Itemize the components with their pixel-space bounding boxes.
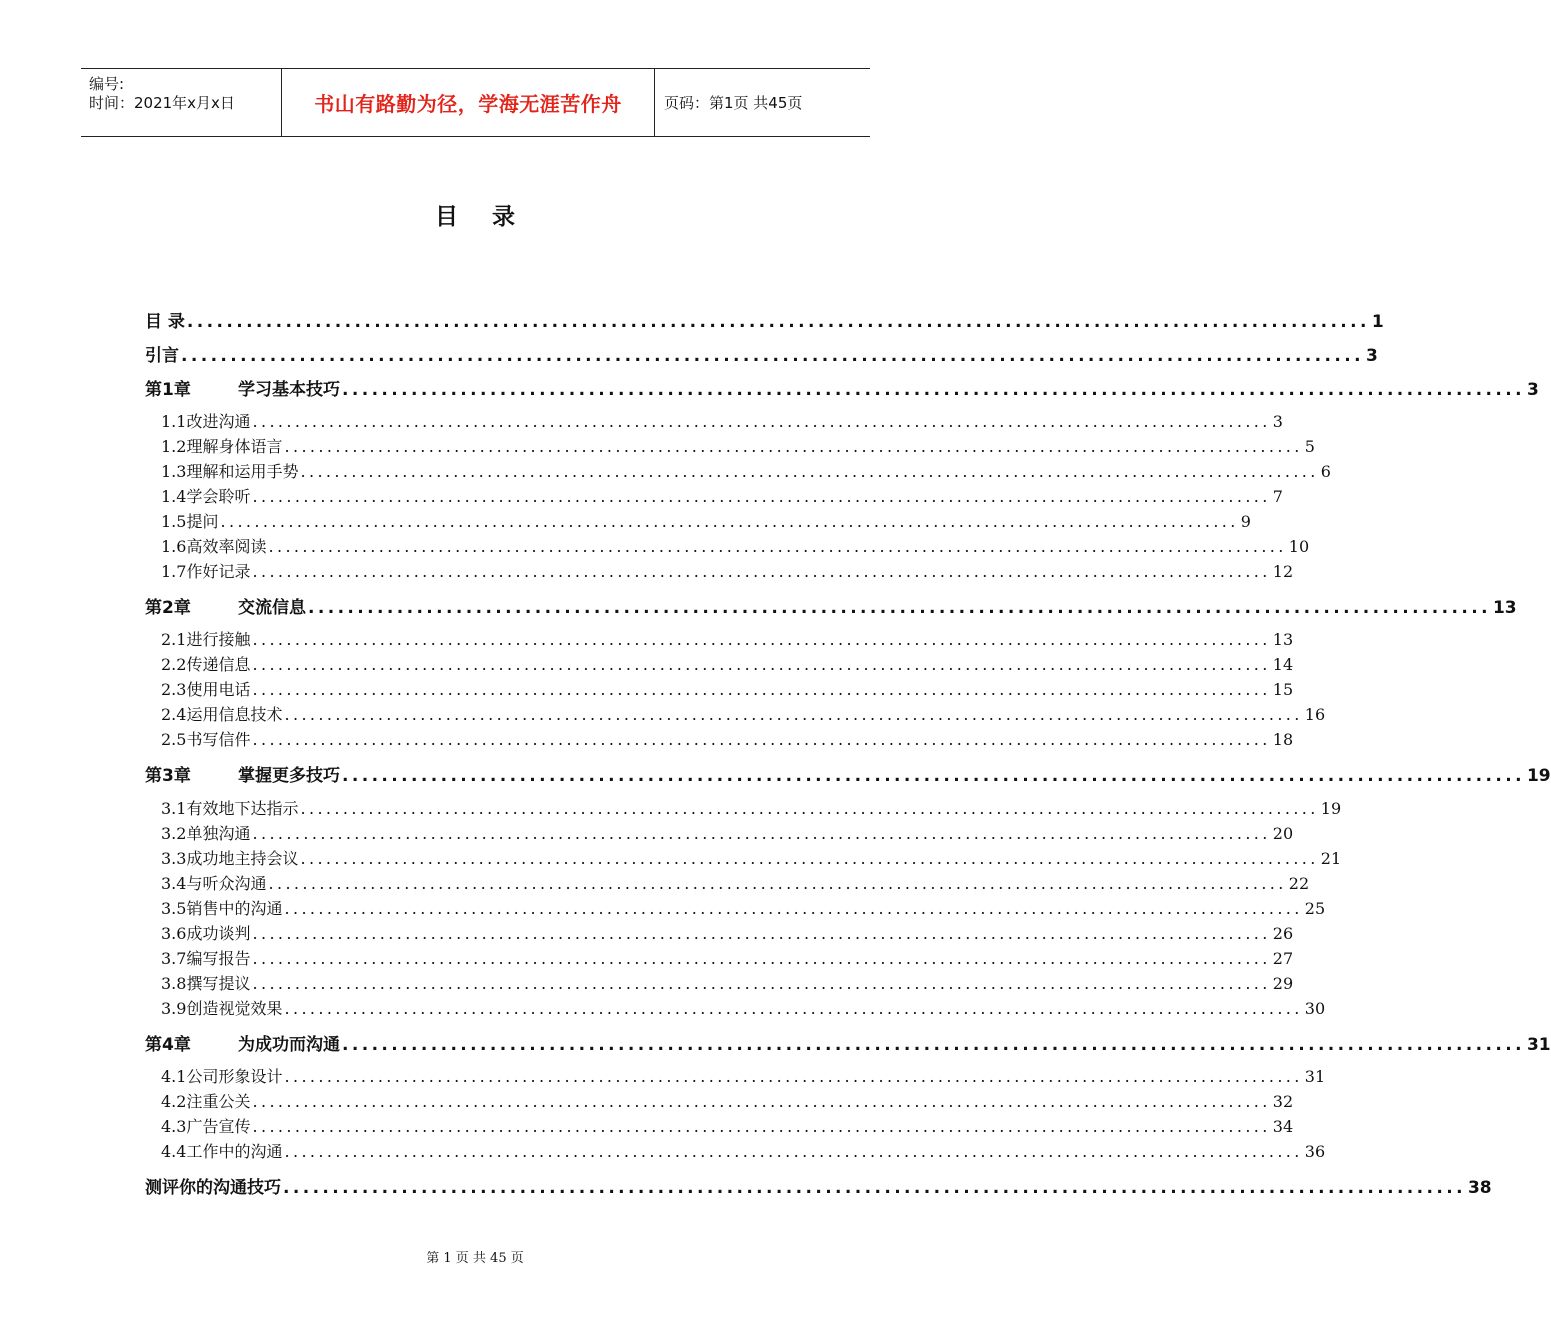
toc-entry-label: 学会聆听	[186, 487, 251, 506]
toc-entry-label: 注重公关	[186, 1092, 251, 1111]
toc-page-number: 26	[1272, 924, 1294, 943]
toc-entry-label: 高效率阅读	[186, 537, 267, 556]
toc-entry-label: 测评你的沟通技巧	[145, 1178, 281, 1198]
toc-section-entry[interactable]	[161, 434, 1315, 457]
toc-section-entry[interactable]	[161, 896, 1326, 919]
toc-dot-leader: ........................................................................................................................	[342, 766, 1525, 786]
toc-entry-number: 2.5	[161, 730, 187, 749]
toc-dot-leader: ........................................................................................................................	[300, 462, 1319, 481]
toc-section-entry[interactable]	[161, 677, 1294, 700]
toc-entry-number: 4.2	[161, 1092, 187, 1111]
toc-entry-label: 掌握更多技巧	[238, 766, 340, 786]
toc-section-entry[interactable]	[161, 971, 1294, 994]
toc-entry-label: 提问	[186, 512, 219, 531]
toc-section-entry[interactable]	[161, 1089, 1294, 1112]
toc-entry-number: 1.5	[161, 512, 187, 531]
toc-entry-number: 3.9	[161, 999, 187, 1018]
toc-page-number: 18	[1272, 730, 1294, 749]
toc-entry-number: 4.4	[161, 1142, 187, 1161]
toc-dot-leader: ........................................................................................................................	[252, 680, 1271, 699]
toc-entry-number: 3.2	[161, 824, 187, 843]
toc-page-number: 20	[1272, 824, 1294, 843]
toc-entry-label: 作好记录	[186, 562, 251, 581]
motto: 书山有路勤为径，学海无涯苦作舟	[314, 92, 622, 116]
toc-dot-leader: ........................................................................................................................	[252, 1117, 1271, 1136]
toc-dot-leader: ........................................................................................................................	[252, 630, 1271, 649]
toc-dot-leader: ........................................................................................................................	[252, 949, 1271, 968]
toc-entry-number: 3.8	[161, 974, 187, 993]
toc-entry-label: 引言	[145, 346, 179, 366]
toc-dot-leader: ........................................................................................................................	[284, 1067, 1303, 1086]
toc-entry-label: 传递信息	[186, 655, 251, 674]
toc-page-number: 1	[1371, 312, 1384, 332]
toc-chapter-entry[interactable]	[145, 307, 1384, 332]
toc-entry-number: 2.1	[161, 630, 187, 649]
toc-dot-leader: ........................................................................................................................	[252, 562, 1271, 581]
toc-entry-number: 第1章	[145, 380, 191, 400]
toc-section-entry[interactable]	[161, 921, 1294, 944]
toc-entry-number: 3.4	[161, 874, 187, 893]
toc-dot-leader: ........................................................................................................................	[252, 974, 1271, 993]
toc-entry-number: 4.3	[161, 1117, 187, 1136]
toc-page-number: 19	[1320, 799, 1342, 818]
toc-dot-leader: ........................................................................................................................	[252, 487, 1271, 506]
toc-entry-label: 交流信息	[238, 598, 306, 618]
toc-entry-number: 3.1	[161, 799, 187, 818]
toc-page-number: 3	[1272, 412, 1283, 431]
toc-entry-number: 第2章	[145, 598, 191, 618]
toc-page-number: 10	[1288, 537, 1310, 556]
toc-entry-label: 运用信息技术	[186, 705, 283, 724]
toc-page-number: 29	[1272, 974, 1294, 993]
toc-entry-label: 广告宣传	[186, 1117, 251, 1136]
toc-entry-label: 销售中的沟通	[186, 899, 283, 918]
toc-entry-number: 第3章	[145, 766, 191, 786]
toc-page-number: 3	[1365, 346, 1378, 366]
toc-page-number: 31	[1526, 1035, 1551, 1055]
toc-dot-leader: ........................................................................................................................	[300, 849, 1319, 868]
toc-dot-leader: ........................................................................................................................	[268, 874, 1287, 893]
toc-page-number: 14	[1272, 655, 1294, 674]
toc-section-entry[interactable]	[161, 559, 1294, 582]
toc-section-entry[interactable]	[161, 459, 1331, 482]
toc-dot-leader: ........................................................................................................................	[284, 899, 1303, 918]
toc-page-number: 32	[1272, 1092, 1294, 1111]
toc-page-number: 31	[1304, 1067, 1326, 1086]
toc-entry-number: 1.6	[161, 537, 187, 556]
toc-page-number: 21	[1320, 849, 1342, 868]
toc-dot-leader: ........................................................................................................................	[220, 512, 1239, 531]
toc-dot-leader: ........................................................................................................................	[342, 1035, 1525, 1055]
toc-page-number: 13	[1272, 630, 1294, 649]
toc-section-entry[interactable]	[161, 509, 1251, 532]
toc-dot-leader: ........................................................................................................................	[308, 598, 1491, 618]
toc-entry-number: 3.6	[161, 924, 187, 943]
toc-entry-label: 学习基本技巧	[238, 380, 340, 400]
toc-dot-leader: ........................................................................................................................	[283, 1178, 1466, 1198]
toc-entry-label: 为成功而沟通	[238, 1035, 340, 1055]
toc-entry-number: 4.1	[161, 1067, 187, 1086]
toc-section-entry[interactable]	[161, 846, 1342, 869]
toc-entry-number: 2.2	[161, 655, 187, 674]
date-line: 时间：2021年x月x日	[89, 94, 235, 112]
toc-entry-label: 创造视觉效果	[186, 999, 283, 1018]
page-info: 页码：第1页 共45页	[664, 94, 803, 112]
toc-dot-leader: ........................................................................................................................	[284, 999, 1303, 1018]
toc-page-number: 19	[1526, 766, 1551, 786]
toc-chapter-entry[interactable]	[145, 593, 1517, 618]
toc-dot-leader: ........................................................................................................................	[342, 380, 1525, 400]
toc-entry-label: 进行接触	[186, 630, 251, 649]
toc-entry-number: 1.4	[161, 487, 187, 506]
toc-entry-label: 目 录	[145, 312, 185, 332]
toc-entry-label: 理解身体语言	[186, 437, 283, 456]
toc-dot-leader: ........................................................................................................................	[268, 537, 1287, 556]
toc-entry-label: 撰写提议	[186, 974, 251, 993]
toc-page-number: 12	[1272, 562, 1294, 581]
toc-section-entry[interactable]	[161, 484, 1283, 507]
toc-section-entry[interactable]	[161, 534, 1310, 557]
toc-section-entry[interactable]	[161, 946, 1294, 969]
toc-section-entry[interactable]	[161, 1139, 1326, 1162]
toc-chapter-entry[interactable]	[145, 761, 1551, 786]
toc-entry-number: 3.5	[161, 899, 187, 918]
toc-dot-leader: ........................................................................................................................	[252, 1092, 1271, 1111]
toc-entry-label: 成功谈判	[186, 924, 251, 943]
toc-entry-label: 单独沟通	[186, 824, 251, 843]
toc-entry-number: 2.4	[161, 705, 187, 724]
toc-section-entry[interactable]	[161, 409, 1283, 432]
toc-entry-label: 工作中的沟通	[186, 1142, 283, 1161]
toc-dot-leader: ........................................................................................................................	[252, 924, 1271, 943]
toc-chapter-entry[interactable]	[145, 341, 1378, 366]
toc-dot-leader: ........................................................................................................................	[284, 437, 1303, 456]
toc-entry-label: 与听众沟通	[186, 874, 267, 893]
toc-section-entry[interactable]	[161, 821, 1294, 844]
toc-entry-number: 2.3	[161, 680, 187, 699]
toc-page-number: 38	[1467, 1178, 1492, 1198]
toc-dot-leader: ........................................................................................................................	[252, 655, 1271, 674]
toc-entry-number: 3.7	[161, 949, 187, 968]
toc-chapter-entry[interactable]	[145, 375, 1539, 400]
toc-dot-leader: ........................................................................................................................	[186, 312, 1370, 332]
toc-dot-leader: ........................................................................................................................	[300, 799, 1319, 818]
toc-entry-number: 1.3	[161, 462, 187, 481]
toc-page-number: 36	[1304, 1142, 1326, 1161]
toc-section-entry[interactable]	[161, 1064, 1326, 1087]
toc-section-entry[interactable]	[161, 702, 1326, 725]
serial-label: 编号:	[89, 75, 125, 93]
toc-section-entry[interactable]	[161, 627, 1294, 650]
toc-page-number: 13	[1492, 598, 1517, 618]
toc-page-number: 27	[1272, 949, 1294, 968]
toc-entry-label: 书写信件	[186, 730, 251, 749]
toc-section-entry[interactable]	[161, 871, 1310, 894]
toc-dot-leader: ........................................................................................................................	[284, 1142, 1303, 1161]
toc-page-number: 22	[1288, 874, 1310, 893]
toc-entry-number: 1.2	[161, 437, 187, 456]
toc-chapter-entry[interactable]	[145, 1030, 1551, 1055]
toc-dot-leader: ........................................................................................................................	[284, 705, 1303, 724]
toc-entry-label: 使用电话	[186, 680, 251, 699]
toc-entry-number: 1.1	[161, 412, 187, 431]
toc-entry-label: 编写报告	[186, 949, 251, 968]
toc-entry-number: 第4章	[145, 1035, 191, 1055]
toc-page-number: 34	[1272, 1117, 1294, 1136]
toc-entry-label: 公司形象设计	[186, 1067, 283, 1086]
toc-entry-label: 改进沟通	[186, 412, 251, 431]
toc-page-number: 30	[1304, 999, 1326, 1018]
toc-entry-number: 1.7	[161, 562, 187, 581]
page-footer: 第 1 页 共 45 页	[426, 1251, 524, 1266]
toc-page-number: 3	[1526, 380, 1539, 400]
toc-page-number: 7	[1272, 487, 1283, 506]
toc-dot-leader: ........................................................................................................................	[252, 824, 1271, 843]
toc-entry-label: 理解和运用手势	[186, 462, 299, 481]
toc-section-entry[interactable]	[161, 652, 1294, 675]
toc-page-number: 5	[1304, 437, 1315, 456]
toc-section-entry[interactable]	[161, 727, 1294, 750]
toc-dot-leader: ........................................................................................................................	[252, 412, 1271, 431]
toc-dot-leader: ........................................................................................................................	[181, 346, 1364, 366]
toc-entry-label: 有效地下达指示	[186, 799, 299, 818]
toc-page-number: 15	[1272, 680, 1294, 699]
toc-section-entry[interactable]	[161, 1114, 1294, 1137]
toc-page-number: 6	[1320, 462, 1331, 481]
page-title: 目录	[435, 204, 549, 230]
toc-page-number: 16	[1304, 705, 1326, 724]
toc-entry-number: 3.3	[161, 849, 187, 868]
toc-dot-leader: ........................................................................................................................	[252, 730, 1271, 749]
toc-page-number: 25	[1304, 899, 1326, 918]
toc-section-entry[interactable]	[161, 796, 1342, 819]
toc-chapter-entry[interactable]	[145, 1173, 1492, 1198]
toc-section-entry[interactable]	[161, 996, 1326, 1019]
toc-entry-label: 成功地主持会议	[186, 849, 299, 868]
toc-page-number: 9	[1240, 512, 1251, 531]
